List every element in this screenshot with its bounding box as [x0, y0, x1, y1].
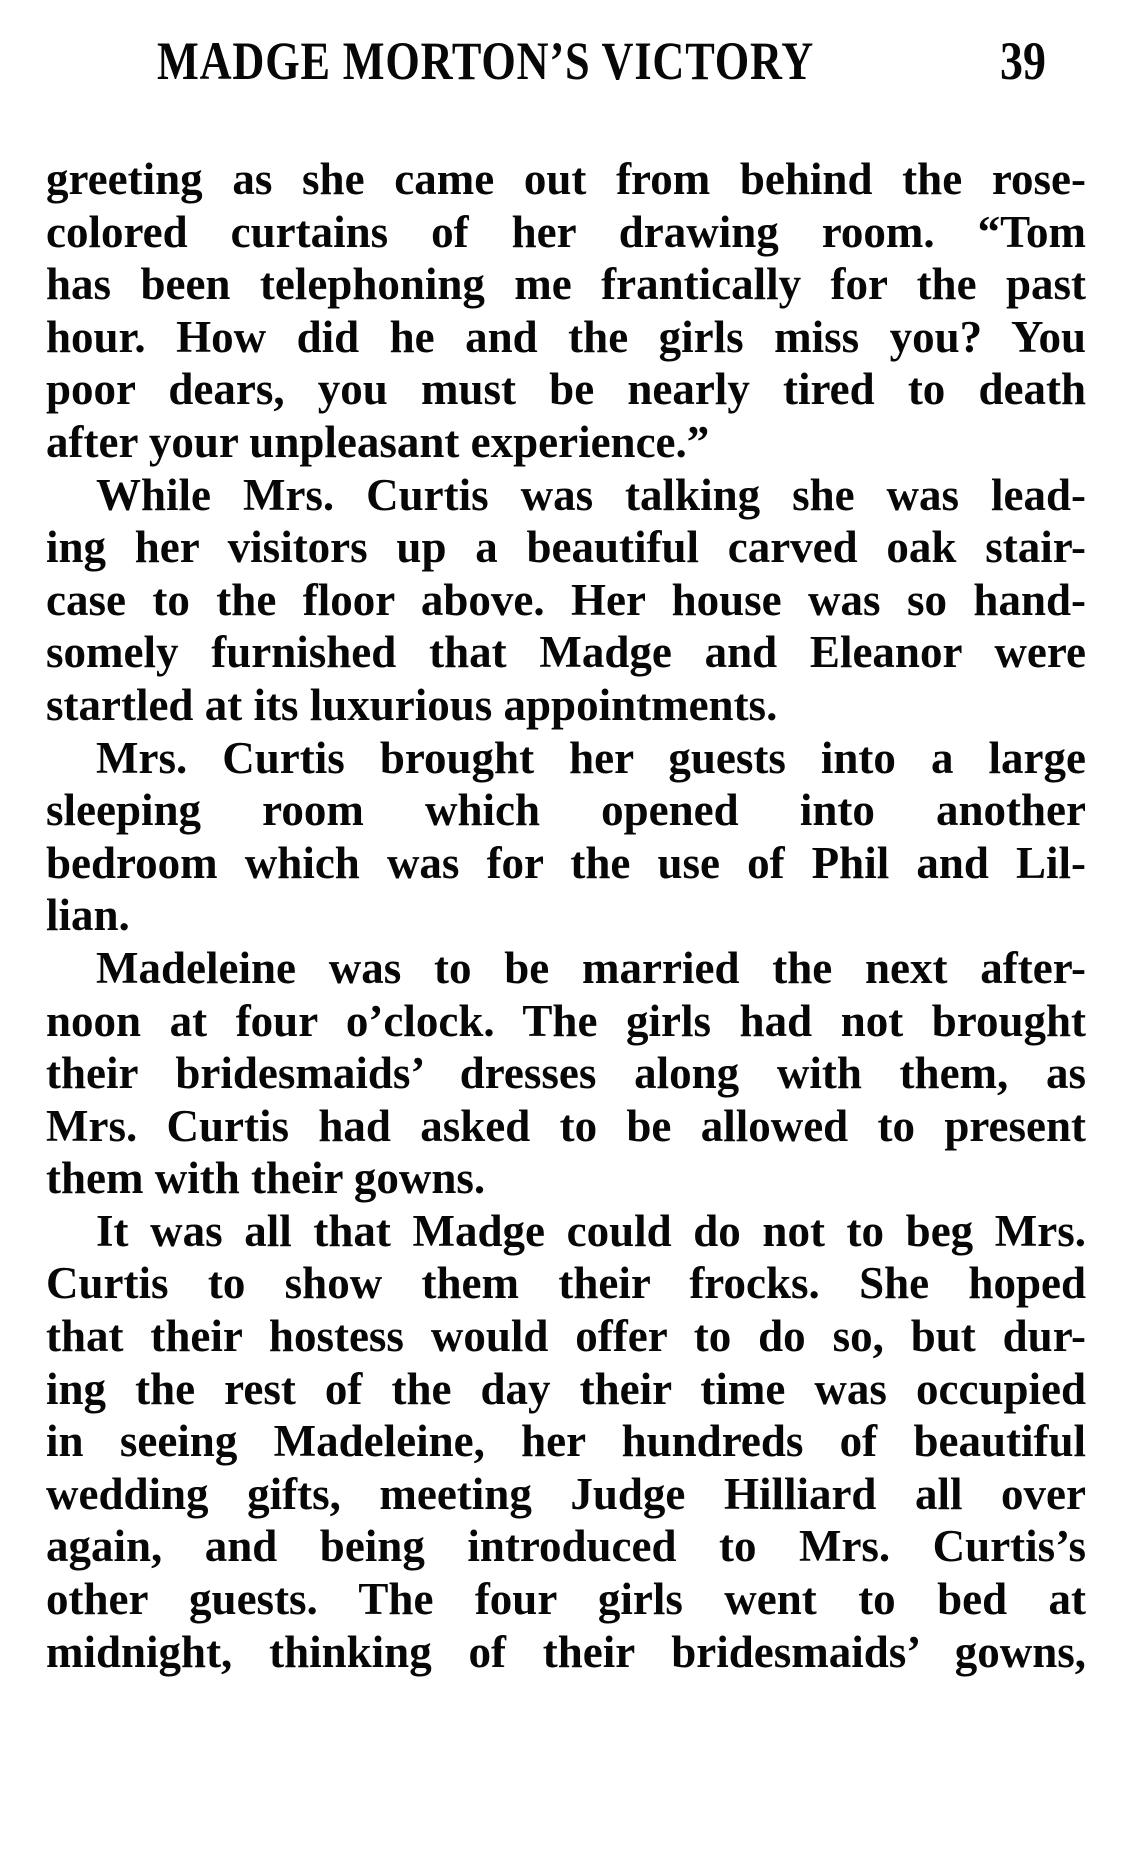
text-line: midnight, thinking of their bridesmaids’ gowns, [46, 1626, 1086, 1677]
text-line: bedroom which was for the use of Phil and Lil- [46, 837, 1086, 888]
text-line: Mrs. Curtis brought her guests into a large [96, 732, 1086, 783]
text-line: It was all that Madge could do not to beg Mrs. [96, 1205, 1086, 1256]
text-line: colored curtains of her drawing room. “Tom [46, 206, 1086, 257]
text-line: them with their gowns. [46, 1153, 486, 1204]
text-line: hour. How did he and the girls miss you? You [46, 311, 1086, 362]
paragraph [46, 469, 1086, 732]
text-line: has been telephoning me frantically for the past [46, 259, 1086, 310]
paragraph [46, 1205, 1086, 1678]
text-line: wedding gifts, meeting Judge Hilliard all over [46, 1468, 1086, 1519]
text-line: Mrs. Curtis had asked to be allowed to present [46, 1100, 1086, 1151]
text-line: case to the floor above. Her house was so hand- [46, 574, 1086, 625]
text-line: again, and being introduced to Mrs. Curtis’s [46, 1521, 1086, 1572]
text-line: ing the rest of the day their time was occupied [46, 1363, 1086, 1414]
text-line: their bridesmaids’ dresses along with them, as [46, 1048, 1086, 1099]
text-line: noon at four o’clock. The girls had not brought [46, 995, 1086, 1046]
text-line: other guests. The four girls went to bed at [46, 1574, 1086, 1625]
body-text [46, 153, 1086, 1678]
paragraph [46, 942, 1086, 1205]
text-line: ing her visitors up a beautiful carved oak stair- [46, 522, 1086, 573]
text-line: Curtis to show them their frocks. She hoped [46, 1258, 1086, 1309]
paragraph [46, 153, 1086, 469]
text-line: somely furnished that Madge and Eleanor were [46, 627, 1086, 678]
text-line: sleeping room which opened into another [46, 785, 1086, 836]
page-number: 39 [1000, 31, 1046, 91]
text-line: lian. [46, 890, 130, 941]
paragraph [46, 732, 1086, 942]
text-line: While Mrs. Curtis was talking she was lead- [96, 469, 1086, 520]
text-line: in seeing Madeleine, her hundreds of beautiful [46, 1416, 1086, 1467]
text-line: Madeleine was to be married the next after- [96, 942, 1086, 993]
text-line: poor dears, you must be nearly tired to death [46, 364, 1086, 415]
text-line: startled at its luxurious appointments. [46, 679, 778, 730]
text-line: greeting as she came out from behind the rose- [46, 154, 1086, 204]
running-title: MADGE MORTON’S VICTORY [157, 31, 815, 91]
text-line: that their hostess would offer to do so, but dur- [46, 1311, 1086, 1362]
text-line: after your unpleasant experience.” [46, 416, 710, 467]
